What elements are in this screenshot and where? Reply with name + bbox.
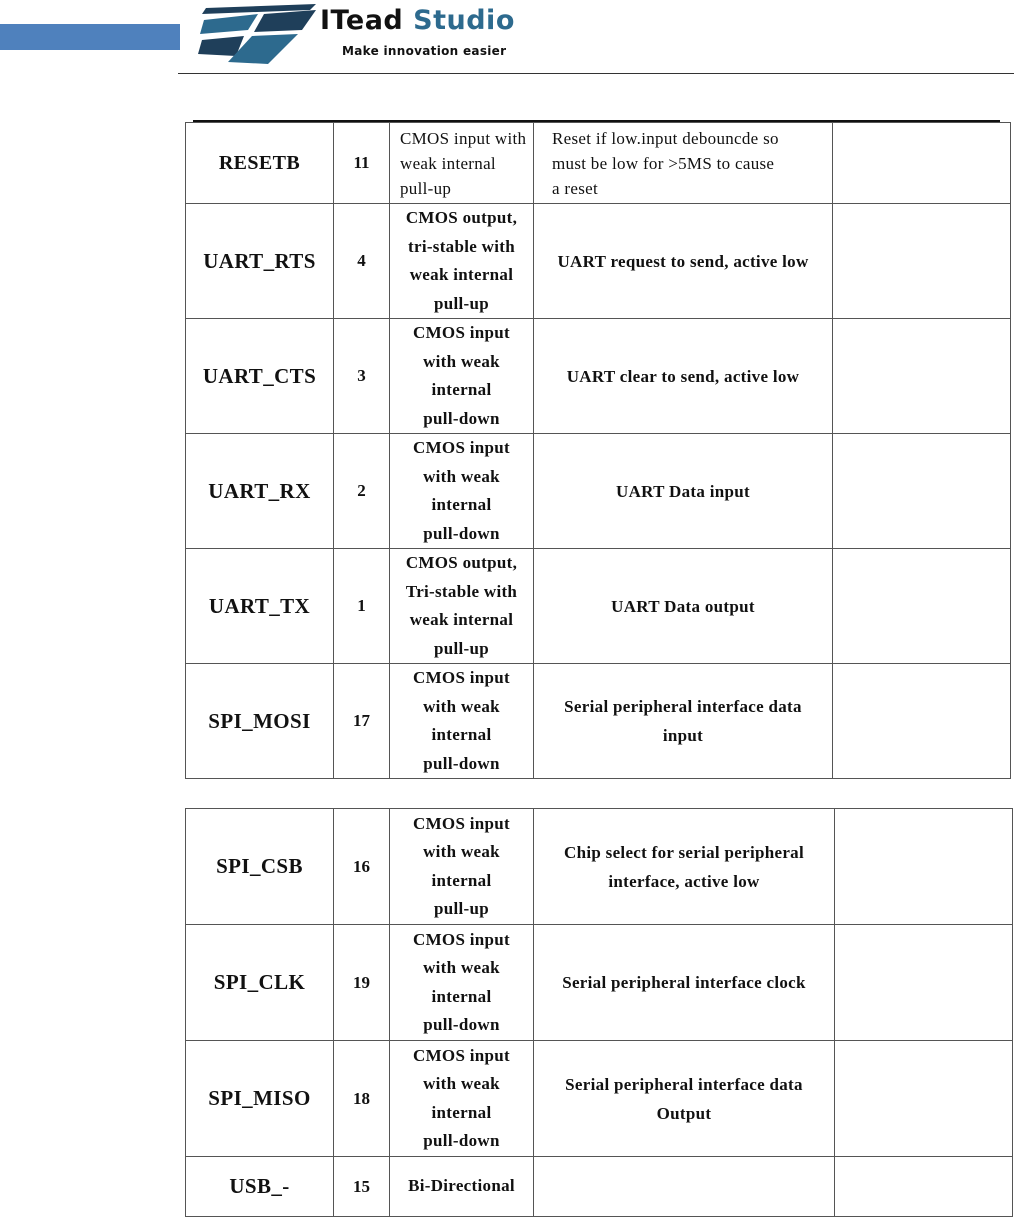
table-row	[186, 434, 1011, 549]
pin-notes	[833, 434, 1011, 549]
brand-name-part1: ITead	[320, 5, 404, 36]
pin-name: UART_CTS	[186, 319, 334, 434]
pin-type: CMOS input with weak internal pull-down	[390, 664, 534, 779]
pin-number: 11	[334, 123, 390, 204]
table-row	[186, 319, 1011, 434]
pin-description: UART clear to send, active low	[534, 319, 833, 434]
brand-name	[320, 5, 515, 36]
pin-type: CMOS input with weak internal pull-down	[390, 925, 534, 1041]
pin-table-2	[185, 808, 1013, 1217]
logo-emblem-icon	[198, 0, 318, 70]
pin-name: SPI_MISO	[186, 1041, 334, 1157]
pin-notes	[835, 1041, 1013, 1157]
pin-type: CMOS input with weak internal pull-up	[390, 809, 534, 925]
pin-notes	[833, 549, 1011, 664]
pin-description: UART Data output	[534, 549, 833, 664]
pin-type: CMOS input with weak internal pull-up	[390, 123, 534, 204]
pin-type: CMOS output, Tri-stable with weak internal pull-up	[390, 549, 534, 664]
header-divider	[178, 73, 1014, 74]
pin-description: Chip select for serial peripheral interface, active low	[534, 809, 835, 925]
pin-number: 19	[334, 925, 390, 1041]
table-row	[186, 123, 1011, 204]
pin-name: USB_-	[186, 1157, 334, 1217]
pin-name: UART_RX	[186, 434, 334, 549]
pin-type: Bi-Directional	[390, 1157, 534, 1217]
pin-notes	[833, 664, 1011, 779]
pin-name: SPI_CSB	[186, 809, 334, 925]
table-row	[186, 925, 1013, 1041]
pin-type: CMOS output, tri-stable with weak internal pull-up	[390, 204, 534, 319]
pin-description: Reset if low.input debouncde so must be low for >5MS to cause a reset	[534, 123, 833, 204]
pin-name: UART_TX	[186, 549, 334, 664]
pin-notes	[833, 123, 1011, 204]
company-logo	[198, 0, 598, 72]
pin-type: CMOS input with weak internal pull-down	[390, 434, 534, 549]
pin-number: 16	[334, 809, 390, 925]
pin-number: 1	[334, 549, 390, 664]
table-row	[186, 664, 1011, 779]
pin-notes	[835, 1157, 1013, 1217]
brand-tagline: Make innovation easier	[342, 44, 507, 58]
pin-number: 3	[334, 319, 390, 434]
pin-type: CMOS input with weak internal pull-down	[390, 319, 534, 434]
pin-name: SPI_CLK	[186, 925, 334, 1041]
pin-notes	[833, 204, 1011, 319]
pin-number: 18	[334, 1041, 390, 1157]
table-row	[186, 809, 1013, 925]
pin-number: 15	[334, 1157, 390, 1217]
pin-table-1	[185, 122, 1011, 779]
pin-description: UART request to send, active low	[534, 204, 833, 319]
pin-description: Serial peripheral interface clock	[534, 925, 835, 1041]
pin-number: 17	[334, 664, 390, 779]
pin-description: UART Data input	[534, 434, 833, 549]
pin-type: CMOS input with weak internal pull-down	[390, 1041, 534, 1157]
pin-description: Serial peripheral interface data input	[534, 664, 833, 779]
pin-number: 2	[334, 434, 390, 549]
pin-name: UART_RTS	[186, 204, 334, 319]
header-accent-bar	[0, 24, 180, 50]
pin-description: Serial peripheral interface data Output	[534, 1041, 835, 1157]
table-row	[186, 1041, 1013, 1157]
table-row	[186, 204, 1011, 319]
pin-name: RESETB	[186, 123, 334, 204]
pin-notes	[833, 319, 1011, 434]
brand-name-part2: Studio	[413, 5, 515, 36]
pin-description	[534, 1157, 835, 1217]
pin-number: 4	[334, 204, 390, 319]
pin-notes	[835, 809, 1013, 925]
table-row	[186, 549, 1011, 664]
pin-notes	[835, 925, 1013, 1041]
table-row	[186, 1157, 1013, 1217]
pin-name: SPI_MOSI	[186, 664, 334, 779]
